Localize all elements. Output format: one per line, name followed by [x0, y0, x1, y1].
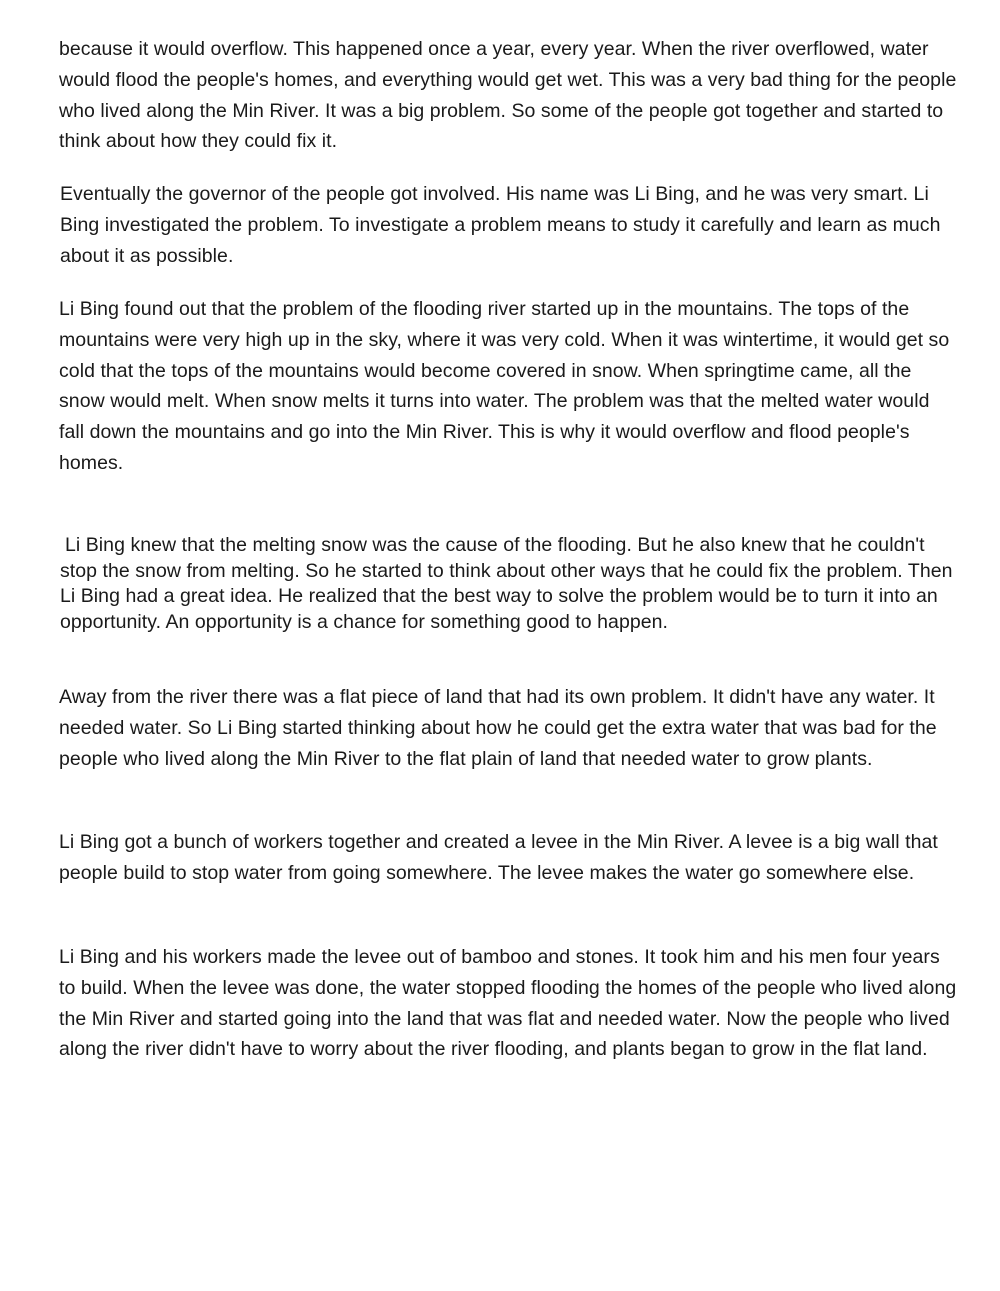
- paragraph-river-overflow: because it would overflow. This happened once a year, every year. When the river overflowed, water would flood the people's homes, and everything would get wet. This was a very bad thing for the people who lived along the Min River. It was a big problem. So some of the people got together and started to think about how they could fix it.: [59, 38, 957, 153]
- paragraph-mountain-snow: Li Bing found out that the problem of the flooding river started up in the mountains. The tops of the mountains were very high up in the sky, where it was very cold. When it was wintertime, it would get so cold that the tops of the mountains would become covered in snow. When springtime came, all the snow would melt. When snow melts it turns into water. The problem was that the melted water would fall down the mountains and go into the Min River. This is why it would overflow and flood people's homes.: [59, 298, 950, 474]
- paragraph-governor-li-bing: Eventually the governor of the people got involved. His name was Li Bing, and he was very smart. Li Bing investigated the problem. To investigate a problem means to study it carefully and learn as much about it as possible.: [60, 183, 941, 267]
- paragraph-flat-land: Away from the river there was a flat piece of land that had its own problem. It didn't have any water. It needed water. So Li Bing started thinking about how he could get the extra water that was bad for the people who lived along the Min River to the flat plain of land that needed water to grow plants.: [59, 686, 937, 770]
- paragraph-opportunity: Li Bing knew that the melting snow was the cause of the flooding. But he also knew that he couldn't stop the snow from melting. So he started to think about other ways that he could fix the problem. Then Li Bing had a great idea. He realized that the best way to solve the problem would be to turn it into an opportunity. An opportunity is a chance for something good to happen.: [60, 534, 953, 633]
- paragraph-levee-built: Li Bing and his workers made the levee out of bamboo and stones. It took him and his men four years to build. When the levee was done, the water stopped flooding the homes of the people who lived along the Min River and started going into the land that was flat and needed water. Now the people who lived along the river didn't have to worry about the river flooding, and plants began to grow in the flat land.: [59, 946, 957, 1061]
- paragraph-levee-definition: Li Bing got a bunch of workers together and created a levee in the Min River. A levee is a big wall that people build to stop water from going somewhere. The levee makes the water go somewhere else.: [59, 831, 938, 884]
